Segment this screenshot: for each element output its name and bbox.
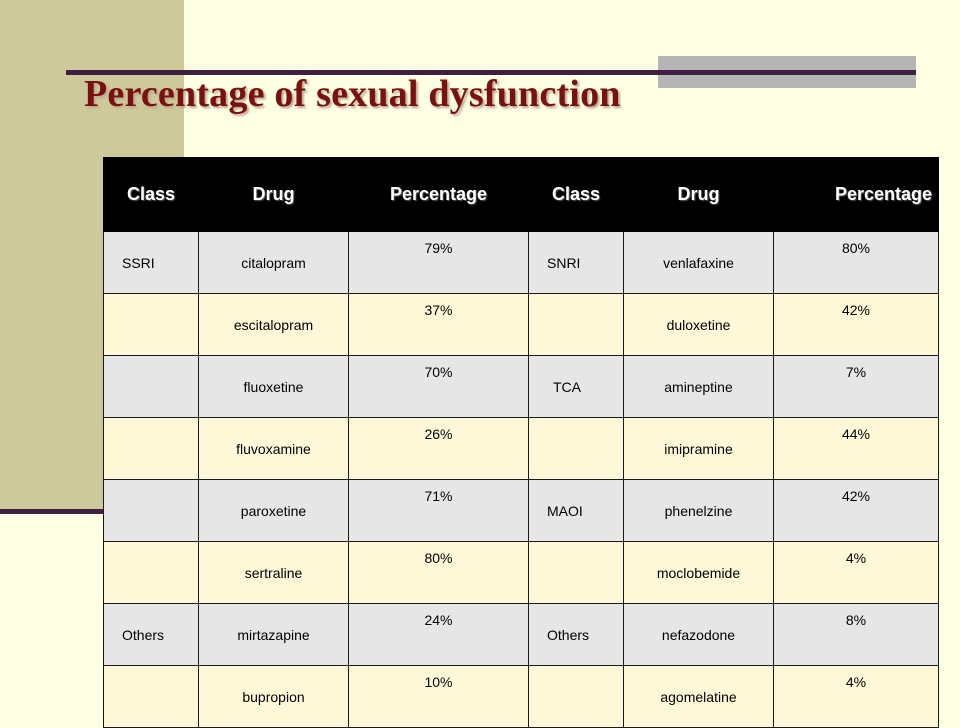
percentage-cell: 80% xyxy=(349,542,529,604)
drug-cell: agomelatine xyxy=(624,666,774,728)
class-cell: Others xyxy=(104,604,199,666)
drug-cell: moclobemide xyxy=(624,542,774,604)
table-row xyxy=(104,232,939,294)
header-drug-1: Drug xyxy=(199,158,349,232)
percentage-cell: 70% xyxy=(349,356,529,418)
percentage-cell: 42% xyxy=(774,480,939,542)
left-decor-line xyxy=(0,509,110,514)
drug-cell: mirtazapine xyxy=(199,604,349,666)
drug-cell: imipramine xyxy=(624,418,774,480)
drug-cell: amineptine xyxy=(624,356,774,418)
header-drug-2: Drug xyxy=(624,158,774,232)
percentage-cell: 10% xyxy=(349,666,529,728)
drug-cell: venlafaxine xyxy=(624,232,774,294)
percentage-cell: 37% xyxy=(349,294,529,356)
table-row xyxy=(104,294,939,356)
class-cell xyxy=(104,418,199,480)
percentage-cell: 4% xyxy=(774,666,939,728)
slide-title: Percentage of sexual dysfunction xyxy=(84,73,621,115)
table-row xyxy=(104,480,939,542)
sexual-dysfunction-table xyxy=(103,157,939,728)
class-cell: Others xyxy=(529,604,624,666)
class-cell: MAOI xyxy=(529,480,624,542)
class-cell xyxy=(529,418,624,480)
class-cell: SNRI xyxy=(529,232,624,294)
percentage-cell: 71% xyxy=(349,480,529,542)
class-cell xyxy=(104,294,199,356)
class-cell xyxy=(104,356,199,418)
header-percentage-2: Percentage xyxy=(774,158,939,232)
header-class-2: Class xyxy=(529,158,624,232)
class-cell xyxy=(529,542,624,604)
percentage-cell: 4% xyxy=(774,542,939,604)
header-percentage-1: Percentage xyxy=(349,158,529,232)
drug-cell: fluvoxamine xyxy=(199,418,349,480)
table-row xyxy=(104,356,939,418)
percentage-cell: 42% xyxy=(774,294,939,356)
class-cell: TCA xyxy=(529,356,624,418)
class-cell xyxy=(529,294,624,356)
percentage-cell: 44% xyxy=(774,418,939,480)
drug-cell: citalopram xyxy=(199,232,349,294)
percentage-cell: 8% xyxy=(774,604,939,666)
drug-cell: duloxetine xyxy=(624,294,774,356)
class-cell xyxy=(104,666,199,728)
class-cell xyxy=(529,666,624,728)
drug-cell: escitalopram xyxy=(199,294,349,356)
percentage-cell: 7% xyxy=(774,356,939,418)
drug-cell: fluoxetine xyxy=(199,356,349,418)
percentage-cell: 80% xyxy=(774,232,939,294)
drug-cell: sertraline xyxy=(199,542,349,604)
header-class-1: Class xyxy=(104,158,199,232)
percentage-cell: 26% xyxy=(349,418,529,480)
class-cell xyxy=(104,480,199,542)
drug-cell: phenelzine xyxy=(624,480,774,542)
class-cell: SSRI xyxy=(104,232,199,294)
table-header-row xyxy=(104,158,939,232)
table-row xyxy=(104,542,939,604)
table-row xyxy=(104,666,939,728)
drug-cell: nefazodone xyxy=(624,604,774,666)
class-cell xyxy=(104,542,199,604)
percentage-cell: 24% xyxy=(349,604,529,666)
drug-cell: paroxetine xyxy=(199,480,349,542)
drug-cell: bupropion xyxy=(199,666,349,728)
table-row xyxy=(104,418,939,480)
percentage-cell: 79% xyxy=(349,232,529,294)
table-row xyxy=(104,604,939,666)
